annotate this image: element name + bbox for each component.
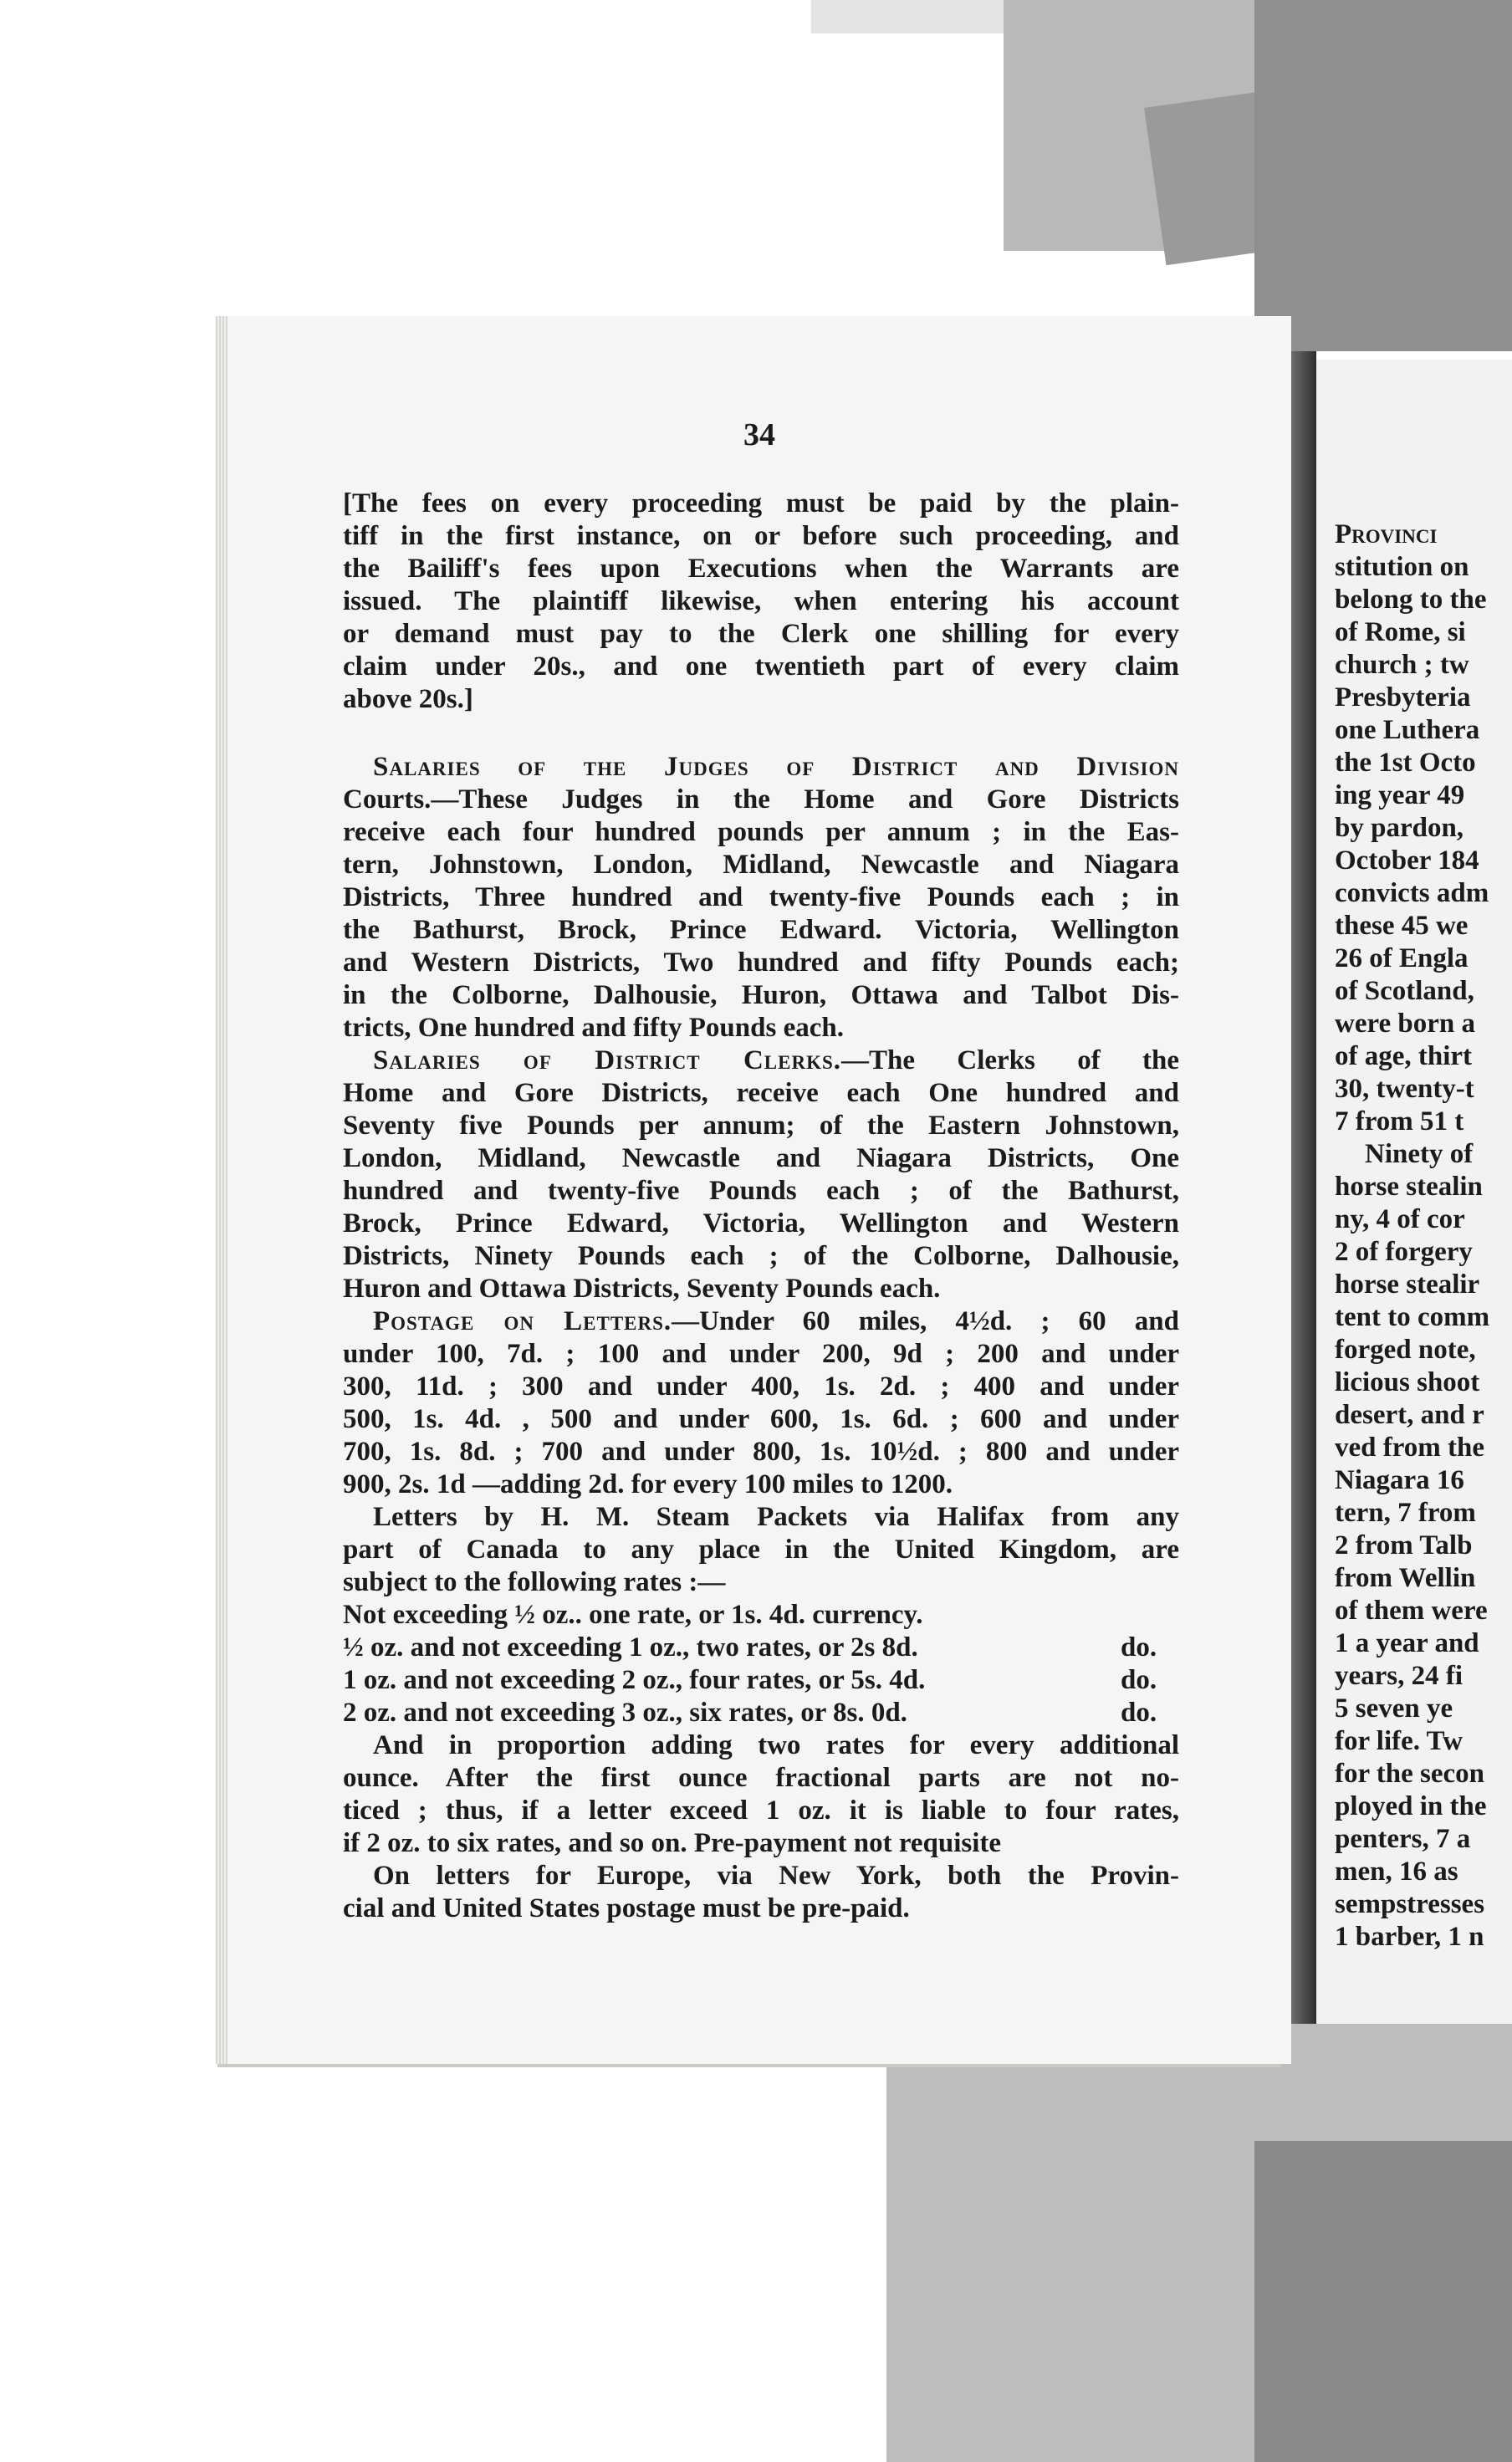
proportion-section: And in proportion adding two rates for every additional ounce. After the first ounce fractional parts are not no- ticed ; thus, if a letter exceed 1 oz. it is liable to four rates, if 2 oz. to six rates, and so on. Pre-payment not requisite [343, 1730, 1179, 1858]
right-page-line: penters, 7 a [1335, 1824, 1471, 1854]
left-page [227, 316, 1291, 2064]
page-edge [216, 316, 227, 2064]
right-page-line: of Scotland, [1335, 976, 1474, 1006]
right-page-line: stitution on [1335, 552, 1469, 582]
postage-section: Postage on Letters.—Under 60 miles, 4½d. ; 60 and under 100, 7d. ; 100 and under 200, 9d ; 200 and under 300, 11d. ; 300 and under 400, 1s. 2d. ; 400 and under 500, 1s. 4d. , 500 and under 600, 1s. 6d. ; 600 and under 700, 1s. 8d. ; 700 and under 800, 1s. 10½d. ; 800 and under 900, 2s. 1d —adding 2d. for every 100 miles to 1200. [343, 1306, 1179, 1499]
right-page-line: ved from the [1335, 1433, 1485, 1463]
page-number: 34 [743, 417, 775, 452]
opening-note: [The fees on every proceeding must be paid by the plain- tiff in the first instance, on or before such proceeding, and the Bailiff's fees upon Executions when the Warrants are issued. The plaintiff likewise, when entering his account or demand must pay to the Clerk one shilling for every claim under 20s., and one twentieth part of every claim above 20s.] [343, 488, 1179, 714]
right-page-line: years, 24 fi [1335, 1661, 1463, 1691]
clerks-salaries-section: Salaries of District Clerks.—The Clerks of the Home and Gore Districts, receive each One hundred and Seventy five Pounds per annum; of the Eastern Johnstown, London, Midland, Newcastle and Niagara Districts, One hundred and twenty-five Pounds each ; of the Bathurst, Brock, Prince Edward, Victoria, Wellington and Western Districts, Ninety Pounds each ; of the Colborne, Dalhousie, Huron and Ottawa Districts, Seventy Pounds each. [343, 1045, 1180, 1304]
scan-background [1254, 0, 1512, 351]
right-page-line: Niagara 16 [1335, 1465, 1464, 1495]
right-page-line: 1 barber, 1 n [1335, 1922, 1484, 1952]
right-page-line: forged note, [1335, 1335, 1476, 1365]
right-page-line: tern, 7 from [1335, 1498, 1476, 1528]
right-page-line: 2 of forgery [1335, 1237, 1473, 1267]
rate-row: Not exceeding ½ oz.. one rate, or 1s. 4d. currency. [343, 1600, 923, 1630]
right-page-line: convicts adm [1335, 878, 1489, 908]
right-page-line: 5 seven ye [1335, 1693, 1453, 1724]
section-heading: Salaries of the Judges of District and Division [373, 752, 1179, 782]
right-page-line: one Luthera [1335, 715, 1480, 745]
right-page-line: tent to comm [1335, 1302, 1490, 1332]
steam-packets-section: Letters by H. M. Steam Packets via Halifax from any part of Canada to any place in the United Kingdom, are subject to the following rates :— [343, 1502, 1179, 1597]
book-gutter [1291, 351, 1316, 2024]
rate-row: 2 oz. and not exceeding 3 oz., six rates, or 8s. 0d. do. [343, 1698, 1157, 1728]
right-page-line: by pardon, [1335, 813, 1464, 843]
rate-row: 1 oz. and not exceeding 2 oz., four rates, or 5s. 4d. do. [343, 1665, 1157, 1695]
right-page-line: of Rome, si [1335, 617, 1466, 647]
right-page-line: were born a [1335, 1009, 1476, 1039]
right-page-line: horse stealin [1335, 1172, 1483, 1202]
right-page-line: belong to the [1335, 585, 1487, 615]
right-page-line: ployed in the [1335, 1791, 1487, 1821]
right-page-line: October 184 [1335, 845, 1479, 876]
right-page-line: 30, twenty-t [1335, 1074, 1474, 1104]
right-page-line: these 45 we [1335, 911, 1469, 941]
right-page-line: 2 from Talb [1335, 1530, 1473, 1560]
right-page-line: men, 16 as [1335, 1857, 1458, 1887]
rates-table [343, 1599, 1179, 1729]
right-page-line: for life. Tw [1335, 1726, 1463, 1756]
rate-row: ½ oz. and not exceeding 1 oz., two rates, or 2s 8d. do. [343, 1632, 1157, 1663]
right-page-line: licious shoot [1335, 1367, 1480, 1397]
right-page [1316, 360, 1512, 2024]
right-page-line: Provinci [1335, 519, 1438, 549]
right-page-line: 26 of Engla [1335, 943, 1469, 973]
judges-salaries-section: Salaries of the Judges of District and Division Courts.—These Judges in the Home and Gore Districts receive each four hundred pounds per annum ; in the Eas- tern, Johnstown, London, Midland, Newcastle and Niagara Districts, Three hundred and twenty-five Pounds each ; in the Bathurst, Brock, Prince Edward. Victoria, Wellington and Western Districts, Two hundred and fifty Pounds each; in the Colborne, Dalhousie, Huron, Ottawa and Talbot Dis- tricts, One hundred and fifty Pounds each. [343, 752, 1179, 1043]
right-page-line: the 1st Octo [1335, 748, 1476, 778]
right-page-line: ing year 49 [1335, 780, 1465, 810]
right-page-line: desert, and r [1335, 1400, 1484, 1430]
europe-section: On letters for Europe, via New York, both the Provin- cial and United States postage must be pre-paid. [343, 1861, 1179, 1923]
right-page-line: 1 a year and [1335, 1628, 1479, 1658]
right-page-line: Presbyteria [1335, 682, 1471, 713]
scan-background [1254, 2141, 1512, 2462]
right-page-line: sempstresses [1335, 1889, 1485, 1919]
right-page-line: horse stealir [1335, 1269, 1480, 1300]
right-page-line: for the secon [1335, 1759, 1485, 1789]
right-page-line: church ; tw [1335, 650, 1469, 680]
right-page-line: ny, 4 of cor [1335, 1204, 1465, 1234]
right-page-line: of them were [1335, 1596, 1488, 1626]
right-page-text [1335, 518, 1512, 1954]
section-heading: Salaries of District Clerks. [373, 1045, 842, 1075]
right-page-line: Ninety of [1365, 1139, 1474, 1169]
right-page-line: 7 from 51 t [1335, 1106, 1464, 1137]
section-heading: Postage on Letters. [373, 1306, 672, 1336]
page-text [343, 488, 1179, 1925]
right-page-line: from Wellin [1335, 1563, 1476, 1593]
right-page-line: of age, thirt [1335, 1041, 1473, 1071]
